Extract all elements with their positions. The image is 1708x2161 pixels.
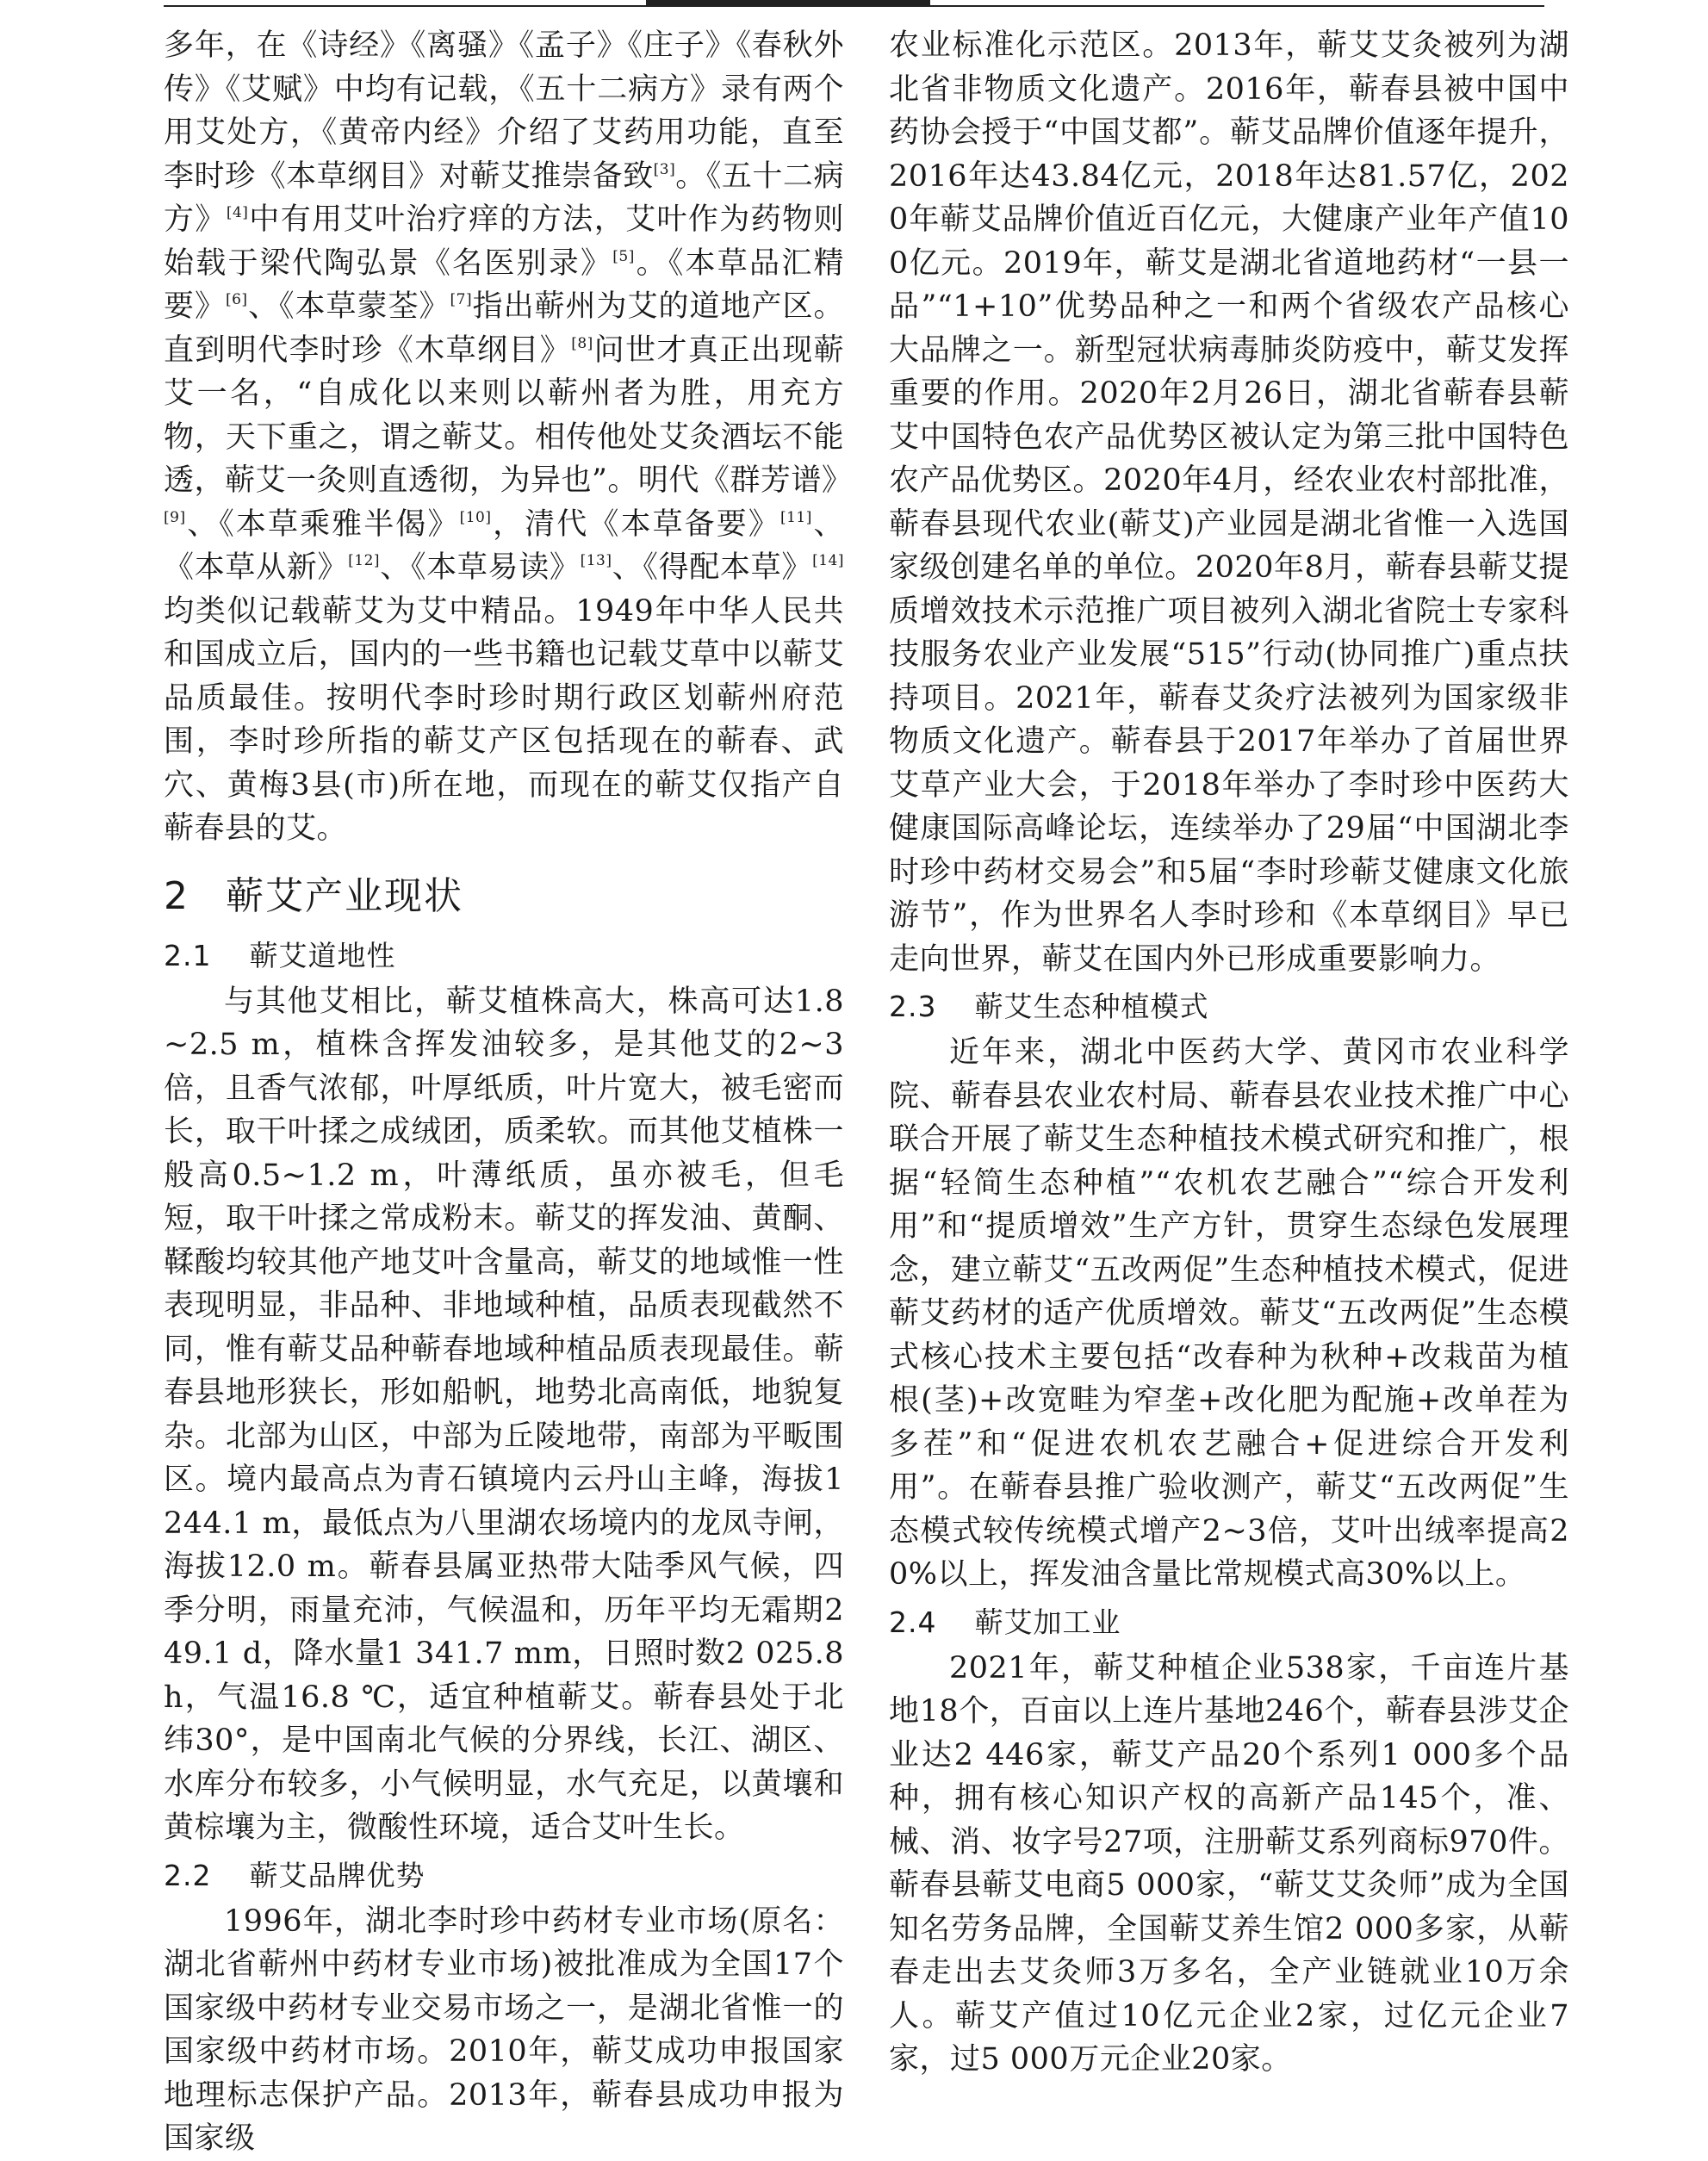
subsection-title: 蕲艾加工业 — [974, 1605, 1121, 1639]
citation[interactable]: [7] — [450, 291, 473, 308]
header-bar — [646, 0, 930, 7]
citation[interactable]: [14] — [812, 552, 844, 569]
citation[interactable]: [6] — [225, 291, 248, 308]
body-paragraph: 1996年，湖北李时珍中药材专业市场(原名：湖北省蕲州中药材专业市场)被批准成为全国17个国家级中药材专业交易市场之一，是湖北省惟一的国家级中药材市场。2010年，蕲艾成功申报国家地理标志保护产品。2013年，蕲春县成功申报为国家级 — [164, 1903, 844, 2156]
section-title: 蕲艾产业现状 — [226, 873, 463, 918]
citation[interactable]: [13] — [580, 552, 612, 569]
subsection-heading — [164, 935, 844, 977]
body-paragraph-continued: 农业标准化示范区。2013年，蕲艾艾灸被列为湖北省非物质文化遗产。2016年，蕲春县被中国中药协会授于“中国艾都”。蕲艾品牌价值逐年提升，2016年达43.84亿元，2018年达81.57亿，2020年蕲艾品牌价值近百亿元，大健康产业年产值100亿元。2019年，蕲艾是湖北省道地药材“一县一品”“1+10”优势品种之一和两个省级农产品核心大品牌之一。新型冠状病毒肺炎防疫中，蕲艾发挥重要的作用。2020年2月26日，湖北省蕲春县蕲艾中国特色农产品优势区被认定为第三批中国特色农产品优势区。2020年4月，经农业农村部批准，蕲春县现代农业(蕲艾)产业园是湖北省惟一入选国家级创建名单的单位。2020年8月，蕲春县蕲艾提质增效技术示范推广项目被列入湖北省院士专家科技服务农业产业发展“515”行动(协同推广)重点扶持项目。2021年，蕲春艾灸疗法被列为国家级非物质文化遗产。蕲春县于2017年举办了首届世界艾草产业大会，于2018年举办了李时珍中医药大健康国际高峰论坛，连续举办了29届“中国湖北李时珍中药材交易会”和5届“李时珍蕲艾健康文化旅游节”，作为世界名人李时珍和《本草纲目》早已走向世界，蕲艾在国内外已形成重要影响力。 — [889, 28, 1569, 977]
subsection-title: 蕲艾道地性 — [249, 938, 396, 972]
citation[interactable]: [4] — [226, 204, 249, 221]
body-paragraph: 近年来，湖北中医药大学、黄冈市农业科学院、蕲春县农业农村局、蕲春县农业技术推广中心联合开展了蕲艾生态种植技术模式研究和推广，根据“轻简生态种植”“农机农艺融合”“综合开发利用”和“提质增效”生产方针，贯穿生态绿色发展理念，建立蕲艾“五改两促”生态种植技术模式，促进蕲艾药材的适产优质增效。蕲艾“五改两促”生态模式核心技术主要包括“改春种为秋种+改栽苗为植根(茎)+改宽畦为窄垄+改化肥为配施+改单茬为多茬”和“促进农机农艺融合+促进综合开发利用”。在蕲春县推广验收测产，蕲艾“五改两促”生态模式较传统模式增产2~3倍，艾叶出绒率提高20%以上，挥发油含量比常规模式高30%以上。 — [889, 1035, 1569, 1592]
subsection-heading — [164, 1855, 844, 1897]
body-paragraph: 2021年，蕲艾种植企业538家，千亩连片基地18个，百亩以上连片基地246个，蕲春县涉艾企业达2 446家，蕲艾产品20个系列1 000多个品种，拥有核心知识产权的高新产品145个，准、械、消、妆字号27项，注册蕲艾系列商标970件。蕲春县蕲艾电商5 000家，“蕲艾艾灸师”成为全国知名劳务品牌，全国蕲艾养生馆2 000多家，从蕲春走出去艾灸师3万多名，全产业链就业10万余人。蕲艾产值过10亿元企业2家，过亿元企业7家，过5 000万元企业20家。 — [889, 1650, 1569, 2077]
subsection-number: 2.4 — [889, 1605, 937, 1639]
right-column — [889, 24, 1569, 2082]
intro-paragraph: 多年，在《诗经》《离骚》《孟子》《庄子》《春秋外传》《艾赋》中均有记载，《五十二病方》录有两个用艾处方，《黄帝内经》介绍了艾药用功能，直至李时珍《本草纲目》对蕲艾推崇备致[3]。《五十二病方》[4]中有用艾叶治疗痒的方法，艾叶作为药物则始载于梁代陶弘景《名医别录》[5]。《本草品汇精要》[6]、《本草蒙荃》[7]指出蕲州为艾的道地产区。直到明代李时珍《木草纲目》[8]问世才真正出现蕲艾一名，“自成化以来则以蕲州者为胜，用充方物，天下重之，谓之蕲艾。相传他处艾灸酒坛不能透，蕲艾一灸则直透彻，为异也”。明代《群芳谱》[9]、《本草乘雅半偈》[10]，清代《本草备要》[11]、《本草从新》[12]、《本草易读》[13]、《得配本草》[14]均类似记载蕲艾为艾中精品。1949年中华人民共和国成立后，国内的一些书籍也记载艾草中以蕲艾品质最佳。按明代李时珍时期行政区划蕲州府范围，李时珍所指的蕲艾产区包括现在的蕲春、武穴、黄梅3县(市)所在地，而现在的蕲艾仅指产自蕲春县的艾。 — [164, 28, 853, 846]
citation[interactable]: [5] — [612, 247, 635, 265]
citation[interactable]: [11] — [779, 508, 812, 526]
subsection-heading — [889, 986, 1569, 1028]
citation[interactable]: [3] — [653, 160, 676, 178]
citation[interactable]: [9] — [164, 508, 186, 526]
citation[interactable]: [12] — [348, 552, 381, 569]
left-column — [164, 24, 853, 2161]
section-number: 2 — [164, 873, 189, 918]
subsection-number: 2.2 — [164, 1858, 212, 1892]
citation[interactable]: [8] — [571, 334, 593, 352]
subsection-number: 2.3 — [889, 990, 937, 1023]
body-paragraph: 与其他艾相比，蕲艾植株高大，株高可达1.8~2.5 m，植株含挥发油较多，是其他艾的2~3倍，且香气浓郁，叶厚纸质，叶片宽大，被毛密而长，取干叶揉之成绒团，质柔软。而其他艾植株一般高0.5~1.2 m，叶薄纸质，虽亦被毛，但毛短，取干叶揉之常成粉末。蕲艾的挥发油、黄酮、鞣酸均较其他产地艾叶含量高，蕲艾的地域惟一性表现明显，非品种、非地域种植，品质表现截然不同，惟有蕲艾品种蕲春地域种植品质表现最佳。蕲春县地形狭长，形如船帆，地势北高南低，地貌复杂。北部为山区，中部为丘陵地带，南部为平畈围区。境内最高点为青石镇境内云丹山主峰，海拔1 244.1 m，最低点为八里湖农场境内的龙凤寺闸，海拔12.0 m。蕲春县属亚热带大陆季风气候，四季分明，雨量充沛，气候温和，历年平均无霜期249.1 d，降水量1 341.7 mm，日照时数2 025.8 h，气温16.8 ℃，适宜种植蕲艾。蕲春县处于北纬30°，是中国南北气候的分界线，长江、湖区、水库分布较多，小气候明显，水气充足，以黄壤和黄棕壤为主，微酸性环境，适合艾叶生长。 — [164, 984, 844, 1845]
citation[interactable]: [10] — [459, 508, 492, 526]
subsection-number: 2.1 — [164, 938, 212, 972]
section-heading — [164, 870, 844, 923]
subsection-title: 蕲艾品牌优势 — [249, 1858, 425, 1892]
subsection-heading — [889, 1602, 1569, 1643]
subsection-title: 蕲艾生态种植模式 — [974, 990, 1209, 1023]
